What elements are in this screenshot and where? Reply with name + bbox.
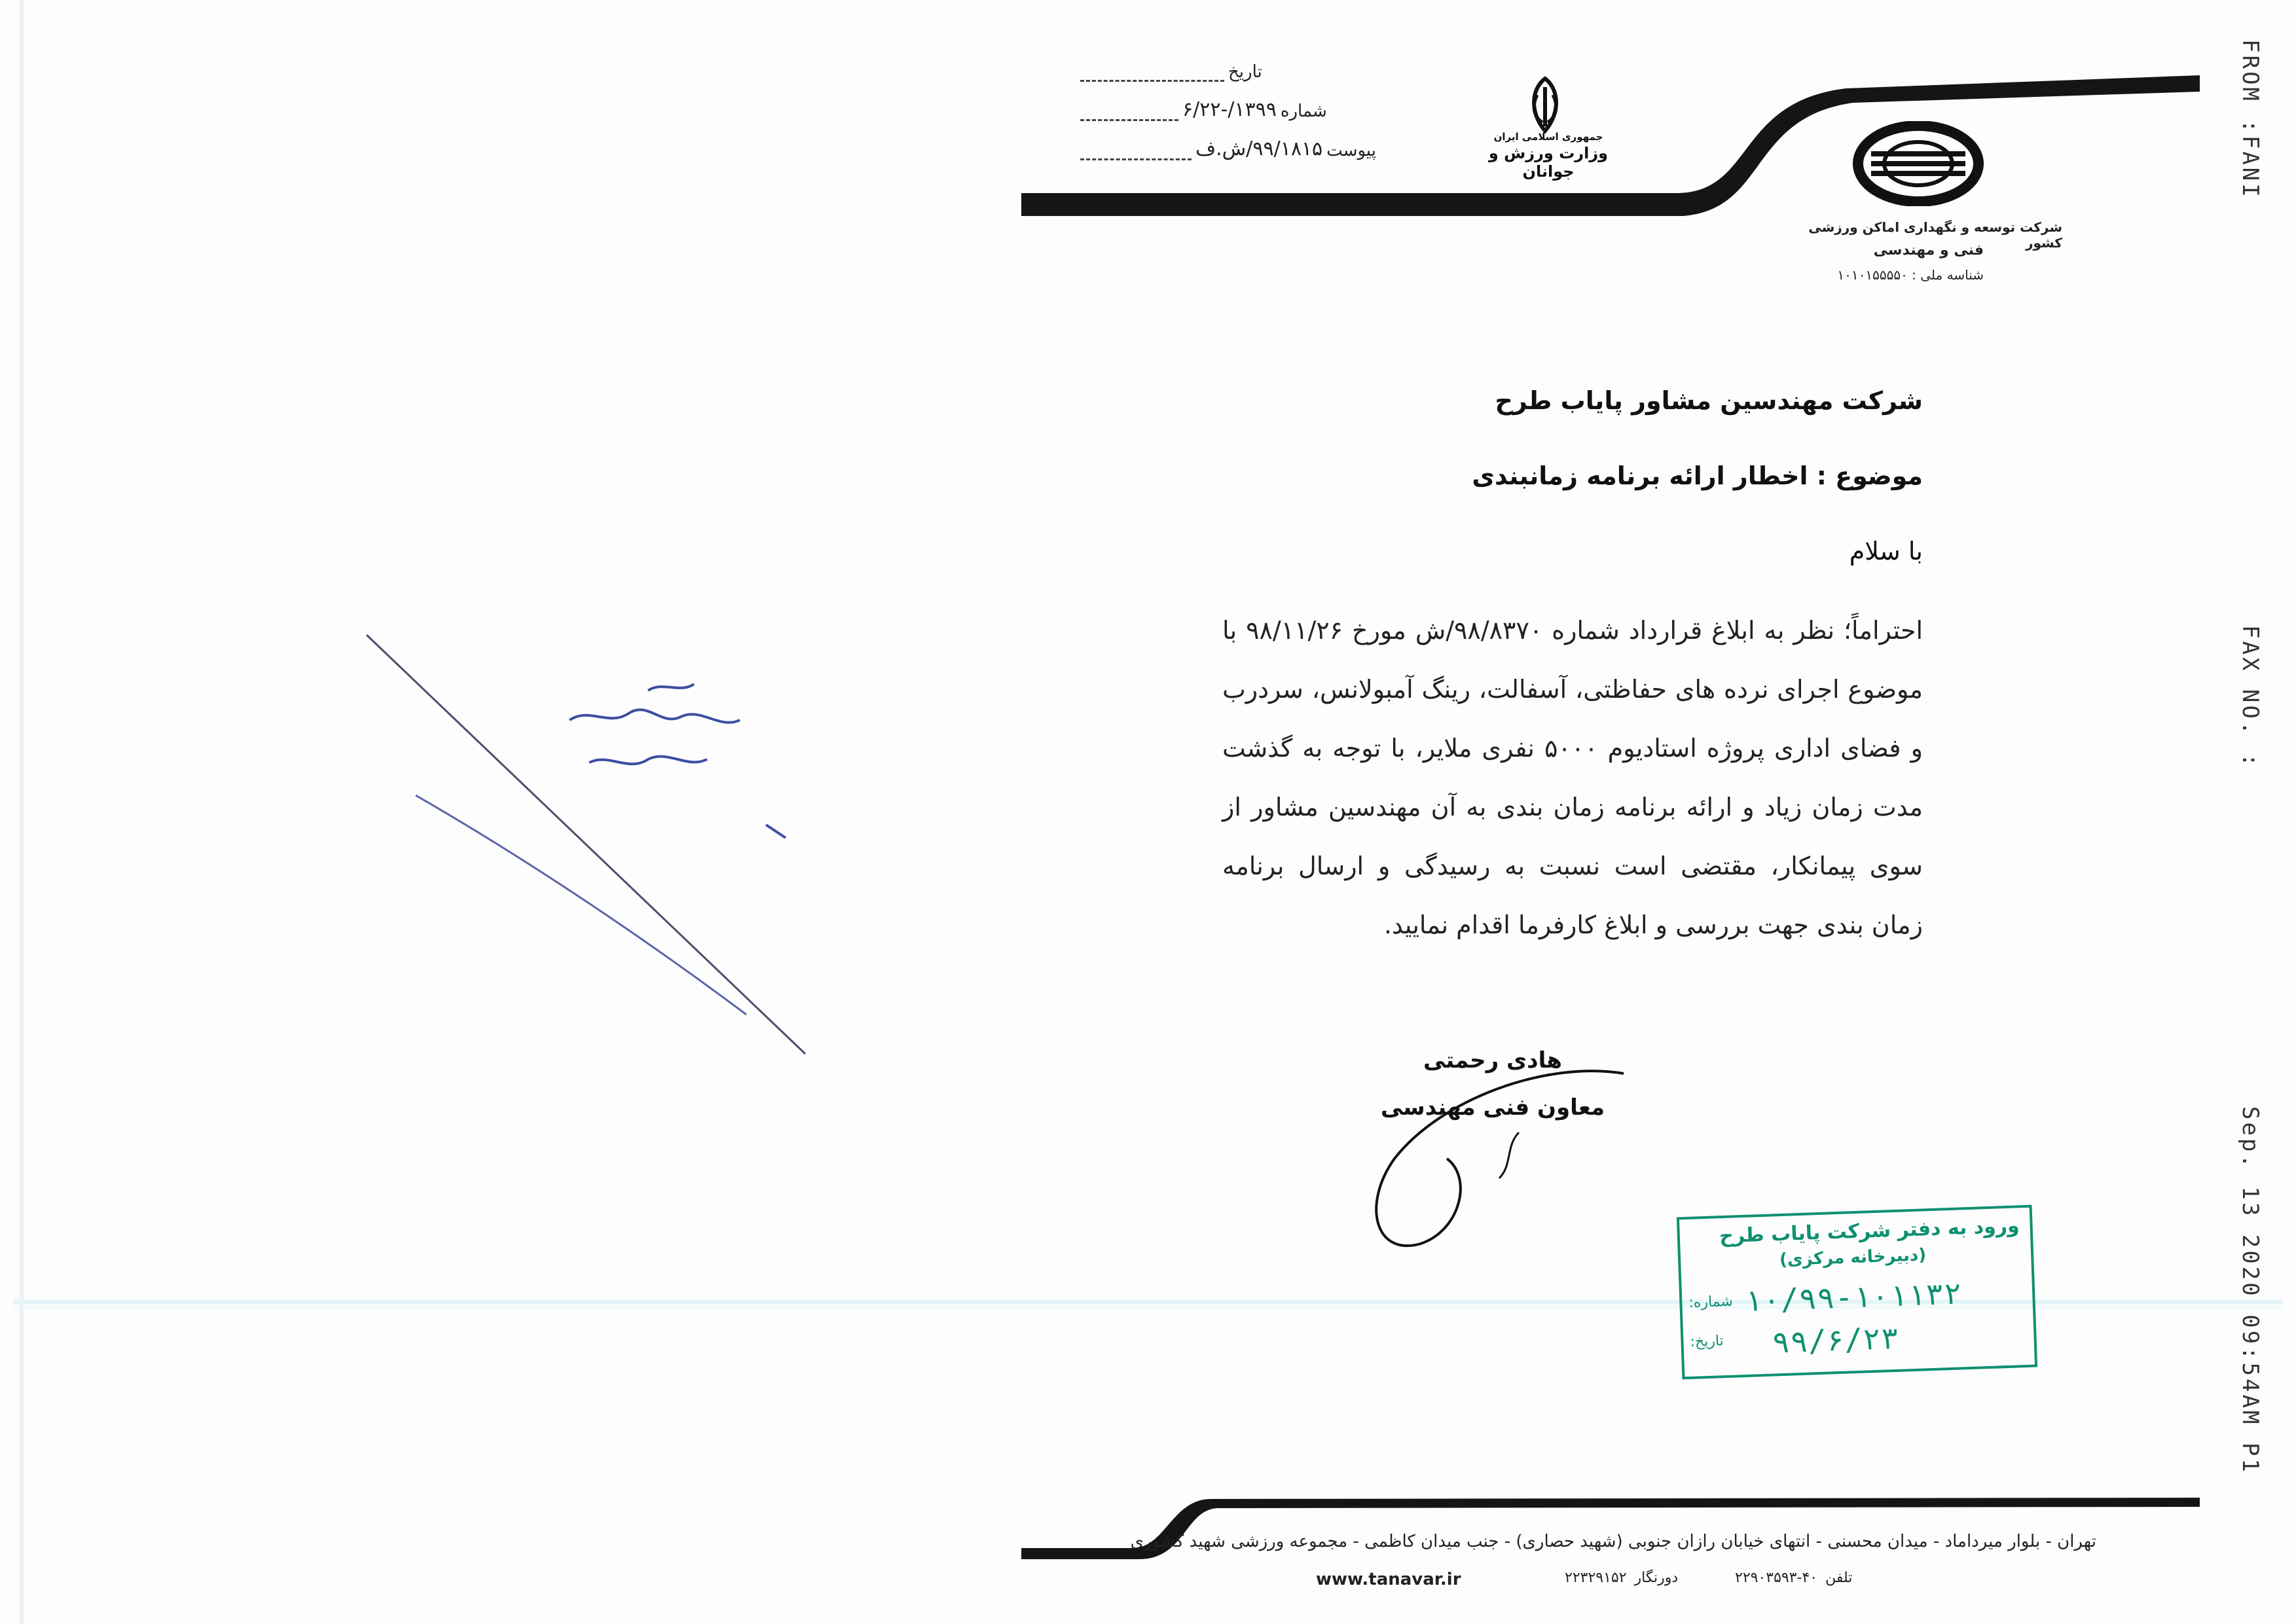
greeting: با سلام xyxy=(1849,537,1923,566)
attachment-label: پیوست xyxy=(1326,141,1377,160)
footer-fax-row xyxy=(1565,1570,1678,1586)
fax-number: FAX NO. : xyxy=(2237,625,2263,770)
footer-band xyxy=(1021,1486,2200,1564)
recipient: شرکت مهندسین مشاور پایاب طرح xyxy=(1495,386,1923,415)
company-name: شرکت توسعه و نگهداری اماکن ورزشی کشور xyxy=(1808,219,2062,251)
number-label: شماره xyxy=(1280,101,1327,121)
number-row xyxy=(1080,98,1327,121)
footer-fax-label: دورنگار xyxy=(1634,1570,1679,1586)
ministry-name: وزارت ورزش و جوانان xyxy=(1488,144,1609,181)
footer-website: www.tanavar.ir xyxy=(1316,1570,1461,1589)
footer-phone-row xyxy=(1735,1570,1852,1586)
stamp-line1: ورود به دفتر شرکت پایاب طرح xyxy=(1719,1214,2020,1248)
stamp-line2: (دبیرخانه مرکزی) xyxy=(1779,1245,1927,1271)
footer-phone: ۲۲۹۰۳۵۹۳-۴۰ xyxy=(1735,1570,1818,1586)
national-id: شناسه ملی : ۱۰۱۰۱۵۵۵۵۰ xyxy=(1837,267,1984,283)
republic-text: جمهوری اسلامی ایران xyxy=(1493,131,1603,143)
department-name: فنی و مهندسی xyxy=(1873,242,1984,259)
emblem-icon xyxy=(1519,75,1571,134)
received-stamp xyxy=(1677,1205,2037,1380)
signature-scribble xyxy=(1349,1047,1637,1263)
date-row xyxy=(1080,62,1262,82)
stamp-number-value: ۱۰/۹۹-۱۰۱۱۳۲ xyxy=(1743,1275,1963,1318)
stamp-date-label: تاریخ: xyxy=(1690,1333,1724,1350)
subject: موضوع : اخطار ارائه برنامه زمانبندی xyxy=(1472,461,1923,490)
attachment-row xyxy=(1080,137,1376,160)
stamp-number-label: شماره: xyxy=(1688,1293,1734,1311)
signer-name: هادی رحمتی xyxy=(1423,1047,1562,1074)
scan-edge xyxy=(20,0,24,1624)
stamp-date-value: ۹۹/۶/۲۳ xyxy=(1771,1320,1900,1360)
fax-timestamp: Sep. 13 2020 09:54AM P1 xyxy=(2237,1106,2263,1475)
footer-phone-label: تلفن xyxy=(1825,1570,1853,1586)
letter-body: احتراماً؛ نظر به ابلاغ قرارداد شماره ۹۸/۸۳۷۰/ش مورخ ۹۸/۱۱/۲۶ با موضوع اجرای نرده های حفاظتی، آسفالت، رینگ آمبولانس، سردرب و فضای اداری پروژه استادیوم ۵۰۰۰ نفری ملایر، با توجه به گذشت مدت زمان زیاد و ارائه برنامه زمان بندی به آن مهندسین مشاور از سوی پیمانکار، مقتضی است نسبت به رسیدگی و ارسال برنامه زمان بندی جهت بررسی و ابلاغ کارفرما اقدام نمایید. xyxy=(1222,616,1923,939)
date-label: تاریخ xyxy=(1228,62,1262,82)
fax-from: FROM :FANI xyxy=(2237,39,2263,200)
footer-address: تهران - بلوار میرداماد - میدان محسنی - انتهای خیابان رازان جنوبی (شهید حصاری) - جنب میدان کاظمی - مجموعه ورزشی شهید کشوری xyxy=(1130,1532,2096,1551)
company-logo-icon xyxy=(1853,121,1984,206)
footer-fax: ۲۲۳۲۹۱۵۲ xyxy=(1565,1570,1627,1586)
attachment-value: ۹۹/۱۸۱۵/ش.ف xyxy=(1195,137,1323,160)
signer-title: معاون فنی مهندسی xyxy=(1380,1094,1605,1121)
handwritten-annotation xyxy=(354,628,825,1067)
date-blank xyxy=(1080,67,1224,82)
number-value: ۱۳۹۹/-۶/۲۲ xyxy=(1182,98,1277,121)
